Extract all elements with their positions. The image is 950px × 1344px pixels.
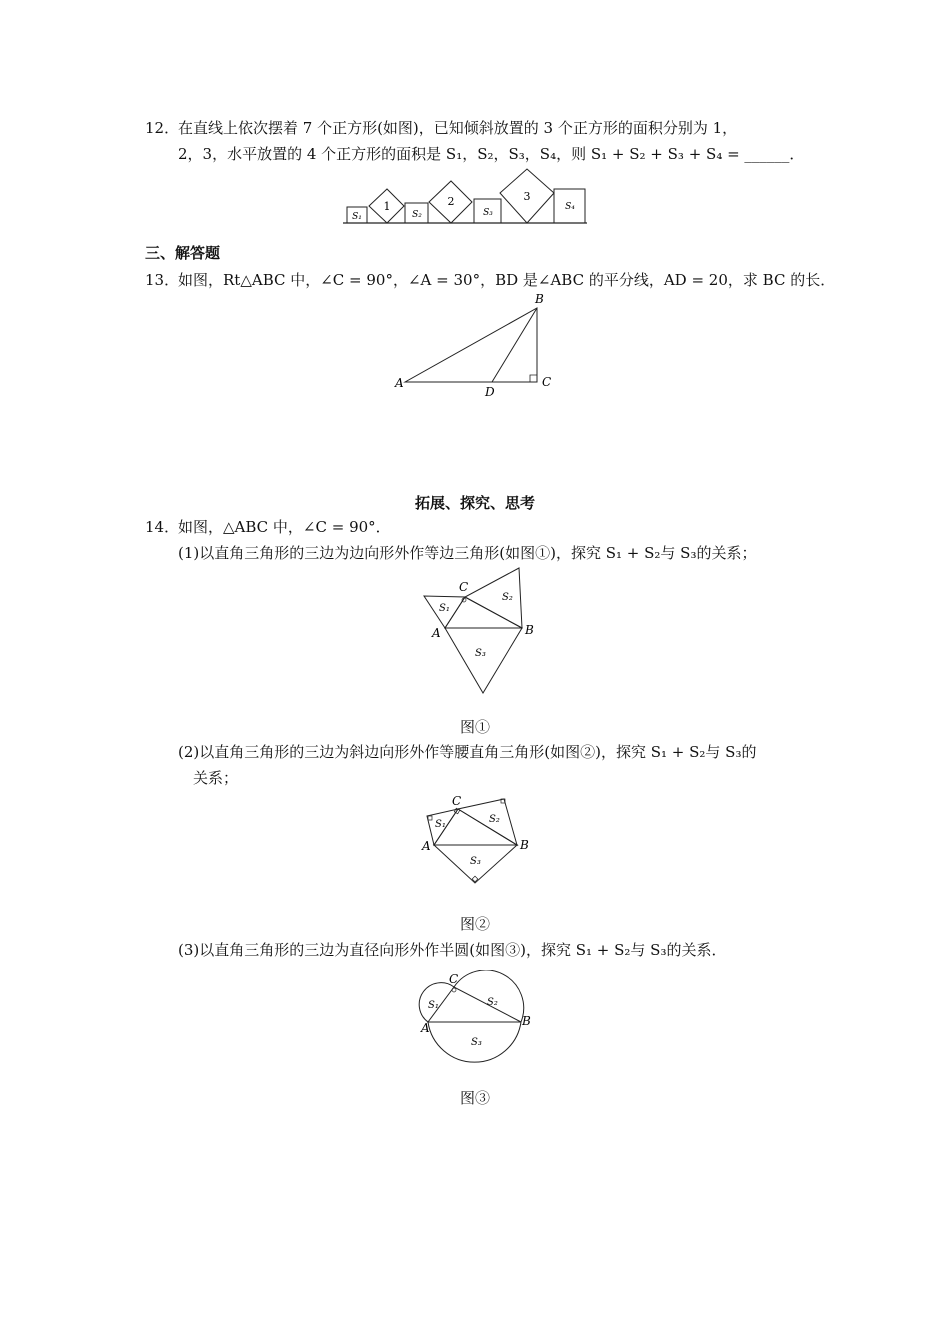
fig2-label-c: C (452, 794, 462, 808)
q13-label-c: C (542, 375, 552, 389)
flat-square-label-s2: S₂ (412, 210, 422, 220)
q14-part1: (1)以直角三角形的三边为边向形外作等边三角形(如图①)，探究 S₁ + S₂与 S₃的关系； (178, 544, 757, 562)
fig3-caption: 图③ (459, 1089, 490, 1107)
fig3-label-b: B (522, 1014, 531, 1028)
q12-number: 12． (145, 119, 180, 137)
q14-part2-line1: (2)以直角三角形的三边为斜边向形外作等腰直角三角形(如图②)，探究 S₁ + S₂与 S₃的 (178, 743, 757, 761)
fig3-label-s3: S₃ (471, 1037, 482, 1048)
tilted-square-label-2: 2 (447, 195, 455, 208)
flat-square-label-s4: S₄ (565, 202, 575, 212)
fig1-label-s2: S₂ (502, 592, 513, 603)
fig1-caption: 图① (459, 718, 490, 736)
q14-text: 如图，△ABC 中，∠C = 90°． (178, 518, 391, 536)
q12-line2: 2，3，水平放置的 4 个正方形的面积是 S₁，S₂，S₃，S₄，则 S₁ + S₂ + S₃ + S₄ = ______． (178, 145, 805, 163)
fig3-label-a: A (421, 1021, 430, 1035)
fig2-label-b: B (520, 838, 529, 852)
fig3-label-s1: S₁ (428, 1000, 439, 1011)
flat-square-label-s1: S₁ (352, 212, 362, 222)
q14-number: 14． (145, 518, 180, 536)
fig1-label-s1: S₁ (439, 603, 450, 614)
q13-label-a: A (395, 376, 404, 390)
flat-square-label-s3: S₃ (483, 208, 493, 218)
q13-triangle-figure (380, 288, 570, 400)
q14-figure-1 (415, 564, 540, 696)
q13-text: 如图，Rt△ABC 中，∠C = 90°，∠A = 30°，BD 是∠ABC 的平分线，AD = 20，求 BC 的长． (178, 271, 836, 289)
fig1-label-c: C (459, 580, 469, 594)
q13-label-b: B (535, 292, 544, 306)
fig2-label-s2: S₂ (489, 814, 500, 825)
tilted-square-label-3: 3 (523, 190, 531, 203)
section-heading-answer: 三、解答题 (145, 244, 221, 262)
fig3-label-c: C (449, 972, 459, 986)
fig2-label-s1: S₁ (435, 819, 446, 830)
fig1-label-b: B (525, 623, 534, 637)
q14-part3: (3)以直角三角形的三边为直径向形外作半圆(如图③)，探究 S₁ + S₂与 S₃的关系． (178, 941, 727, 959)
fig1-label-s3: S₃ (475, 648, 486, 659)
q12-squares-figure (340, 166, 590, 230)
q12-line1: 在直线上依次摆着 7 个正方形(如图)，已知倾斜放置的 3 个正方形的面积分别为 1， (178, 119, 738, 137)
q14-figure-3 (415, 970, 540, 1065)
fig2-label-a: A (422, 839, 431, 853)
q13-label-d: D (485, 385, 495, 399)
q14-part2-line2: 关系； (193, 769, 239, 787)
tilted-square-label-1: 1 (383, 200, 391, 213)
section-heading-extension: 拓展、探究、思考 (414, 494, 535, 512)
q14-figure-2 (418, 790, 538, 890)
fig2-label-s3: S₃ (470, 856, 481, 867)
fig3-label-s2: S₂ (487, 997, 498, 1008)
q13-number: 13． (145, 271, 180, 289)
fig1-label-a: A (432, 626, 441, 640)
fig2-caption: 图② (459, 915, 490, 933)
